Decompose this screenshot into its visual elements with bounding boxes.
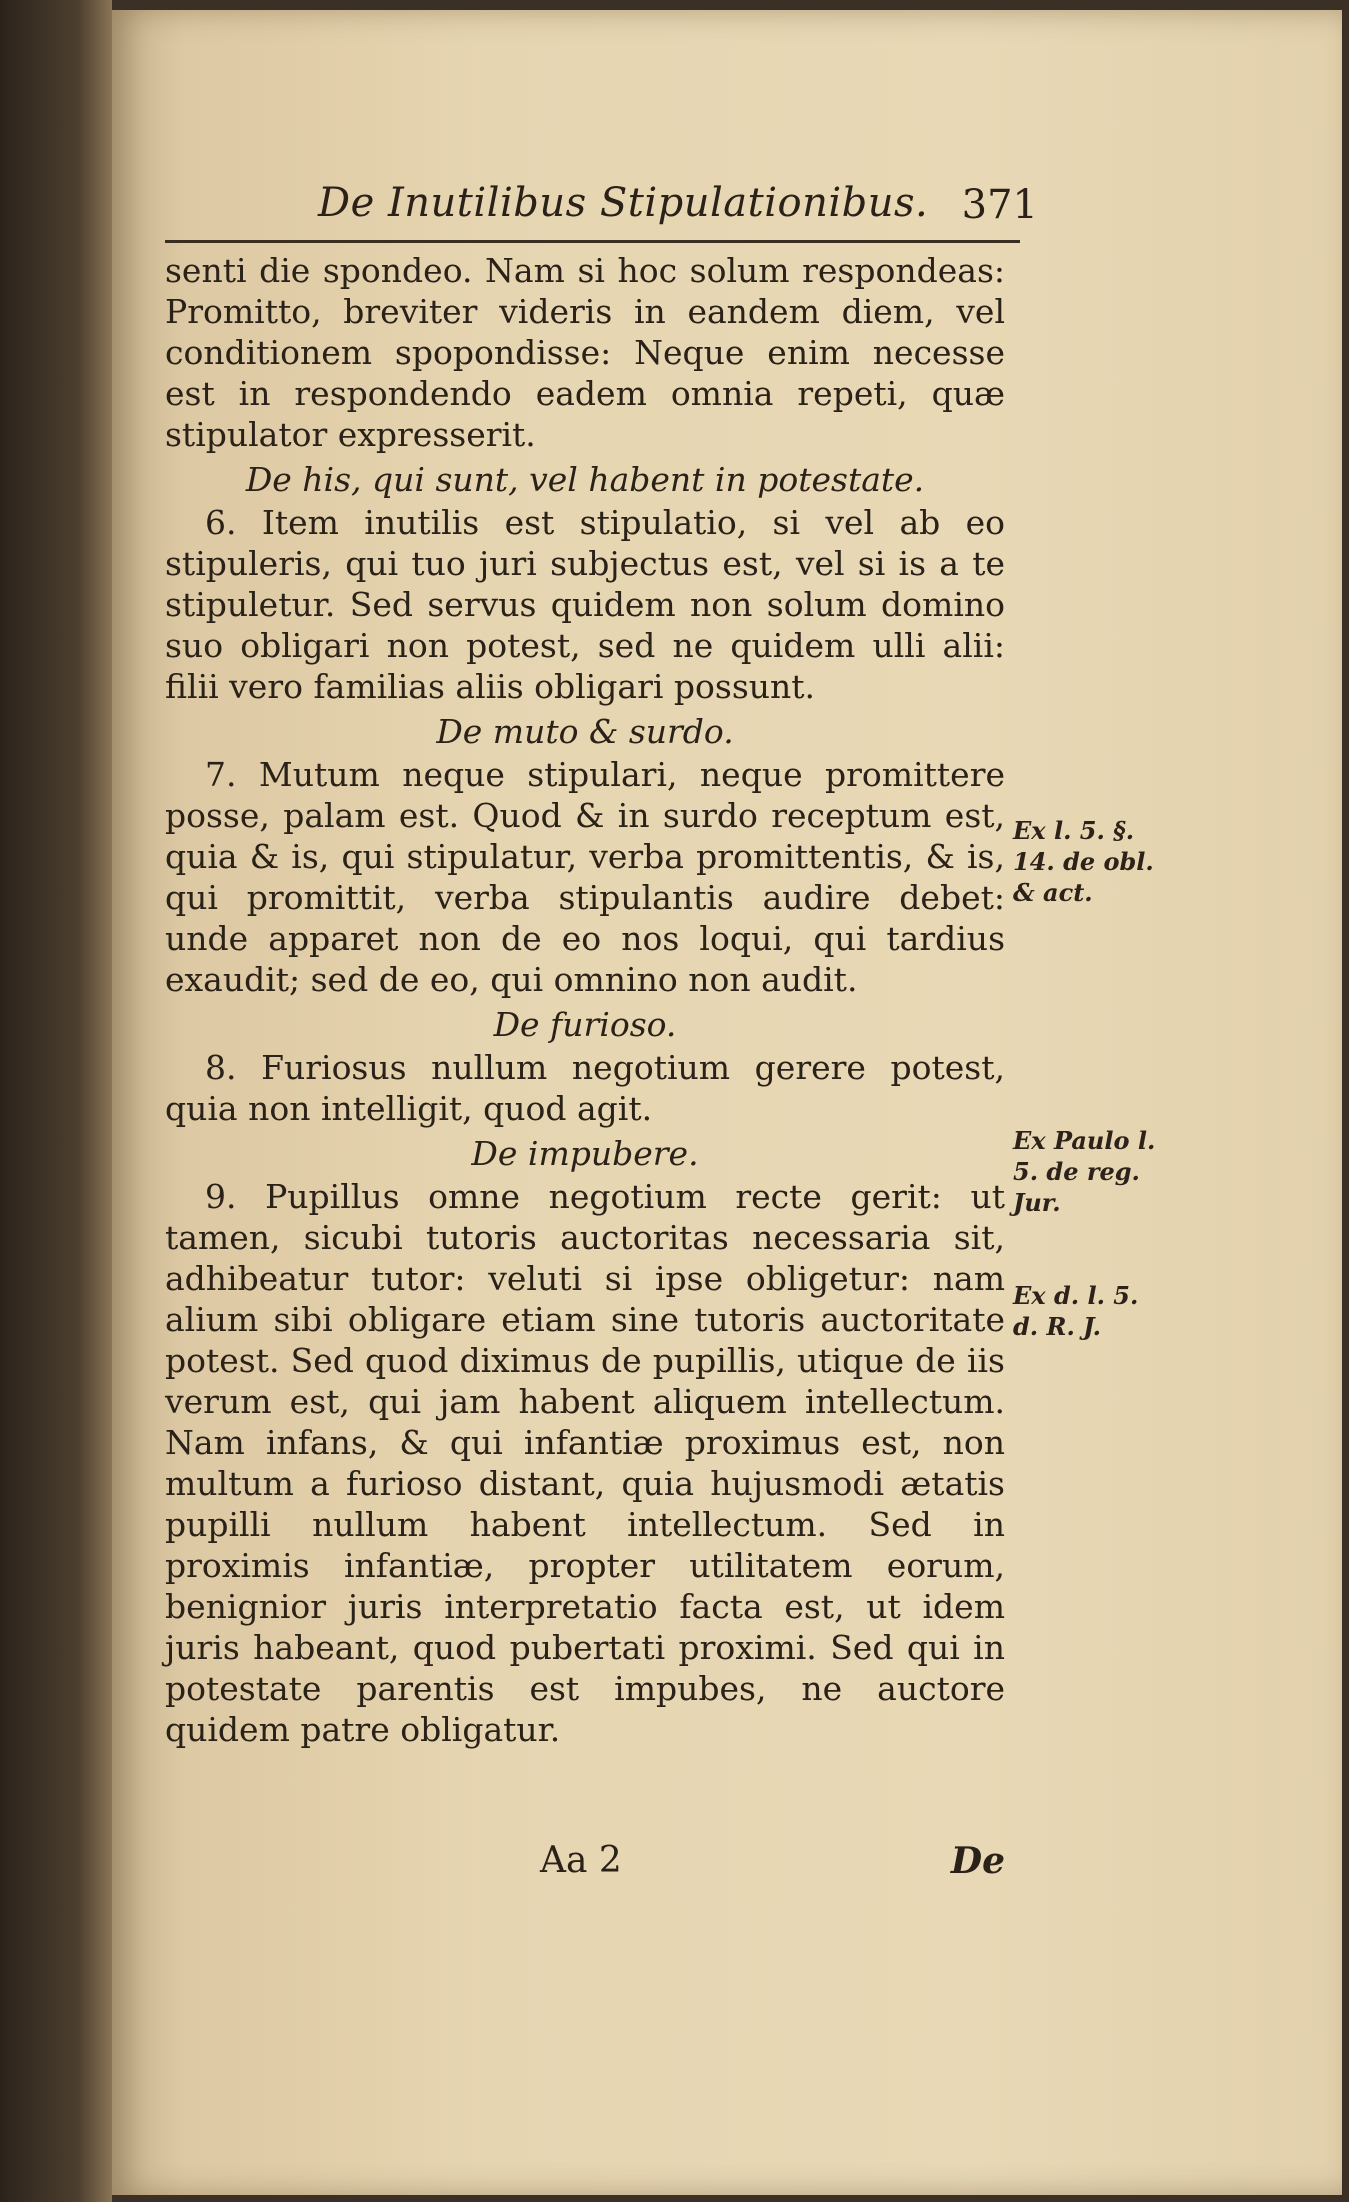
margin-note-furioso: Ex Paulo l. 5. de reg. Jur. bbox=[1013, 1126, 1156, 1217]
paragraph-9: 9. Pupillus omne negotium recte gerit: ut tamen, sicubi tutoris auctoritas necessaria sit, adhibeatur tutor: veluti si ipse obligetur: nam alium sibi obligare etiam sine tutoris auctoritate potest. Sed quod diximus de pupillis, utique de iis verum est, qui jam habent aliquem intellectum. Nam infans, & qui infantiæ proximus est, non multum a furioso distant, quia hujusmodi ætatis pupilli nullum habent intellectum. Sed in proximis infantiæ, propter utilitatem eorum, benignior juris interpretatio facta est, ut idem juris habeant, quod pubertati proximi. Sed qui in potestate parentis est impubes, ne auctore quidem patre obligatur. bbox=[165, 1177, 1005, 1749]
page-header bbox=[318, 180, 1038, 238]
paragraph-8: 8. Furiosus nullum negotium gerere potest, quia non intelligit, quod agit. bbox=[165, 1048, 1005, 1128]
paragraph-6: 6. Item inutilis est stipulatio, si vel ab eo stipuleris, qui tuo juri subjectus est, vel si is a te stipuletur. Sed servus quidem non solum domino suo obligari non potest, sed ne quidem ulli alii: filii vero familias aliis obligari possunt. bbox=[165, 503, 1005, 706]
catchword: De bbox=[950, 1840, 1005, 1882]
heading-furioso: De furioso. bbox=[493, 1005, 677, 1044]
book-gutter bbox=[0, 0, 112, 2202]
signature-mark: Aa 2 bbox=[540, 1840, 622, 1881]
running-head: De Inutilibus Stipulationibus. bbox=[318, 180, 929, 226]
page-number: 371 bbox=[961, 182, 1038, 228]
margin-note-muto: Ex l. 5. §. 14. de obl. & act. bbox=[1013, 816, 1154, 907]
heading-potestate: De his, qui sunt, vel habent in potestate. bbox=[245, 460, 925, 499]
heading-muto-surdo: De muto & surdo. bbox=[436, 712, 734, 751]
header-rule bbox=[165, 240, 1020, 243]
paragraph-continuation: senti die spondeo. Nam si hoc solum respondeas: Promitto, breviter videris in eandem diem, vel conditionem spopondisse: Neque enim necesse est in respondendo eadem omnia repeti, quæ stipulator expresserit. bbox=[165, 251, 1005, 454]
heading-impubere: De impubere. bbox=[471, 1134, 699, 1173]
paragraph-7: 7. Mutum neque stipulari, neque promittere posse, palam est. Quod & in surdo receptum est, quia & is, qui stipulatur, verba promittentis, & is, qui promittit, verba stipulantis audire debet: unde apparet non de eo nos loqui, qui tardius exaudit; sed de eo, qui omnino non audit. bbox=[165, 755, 1005, 999]
margin-note-impubere: Ex d. l. 5. d. R. J. bbox=[1013, 1281, 1139, 1341]
page-footer bbox=[165, 1840, 1005, 1890]
main-text bbox=[165, 250, 1005, 1750]
